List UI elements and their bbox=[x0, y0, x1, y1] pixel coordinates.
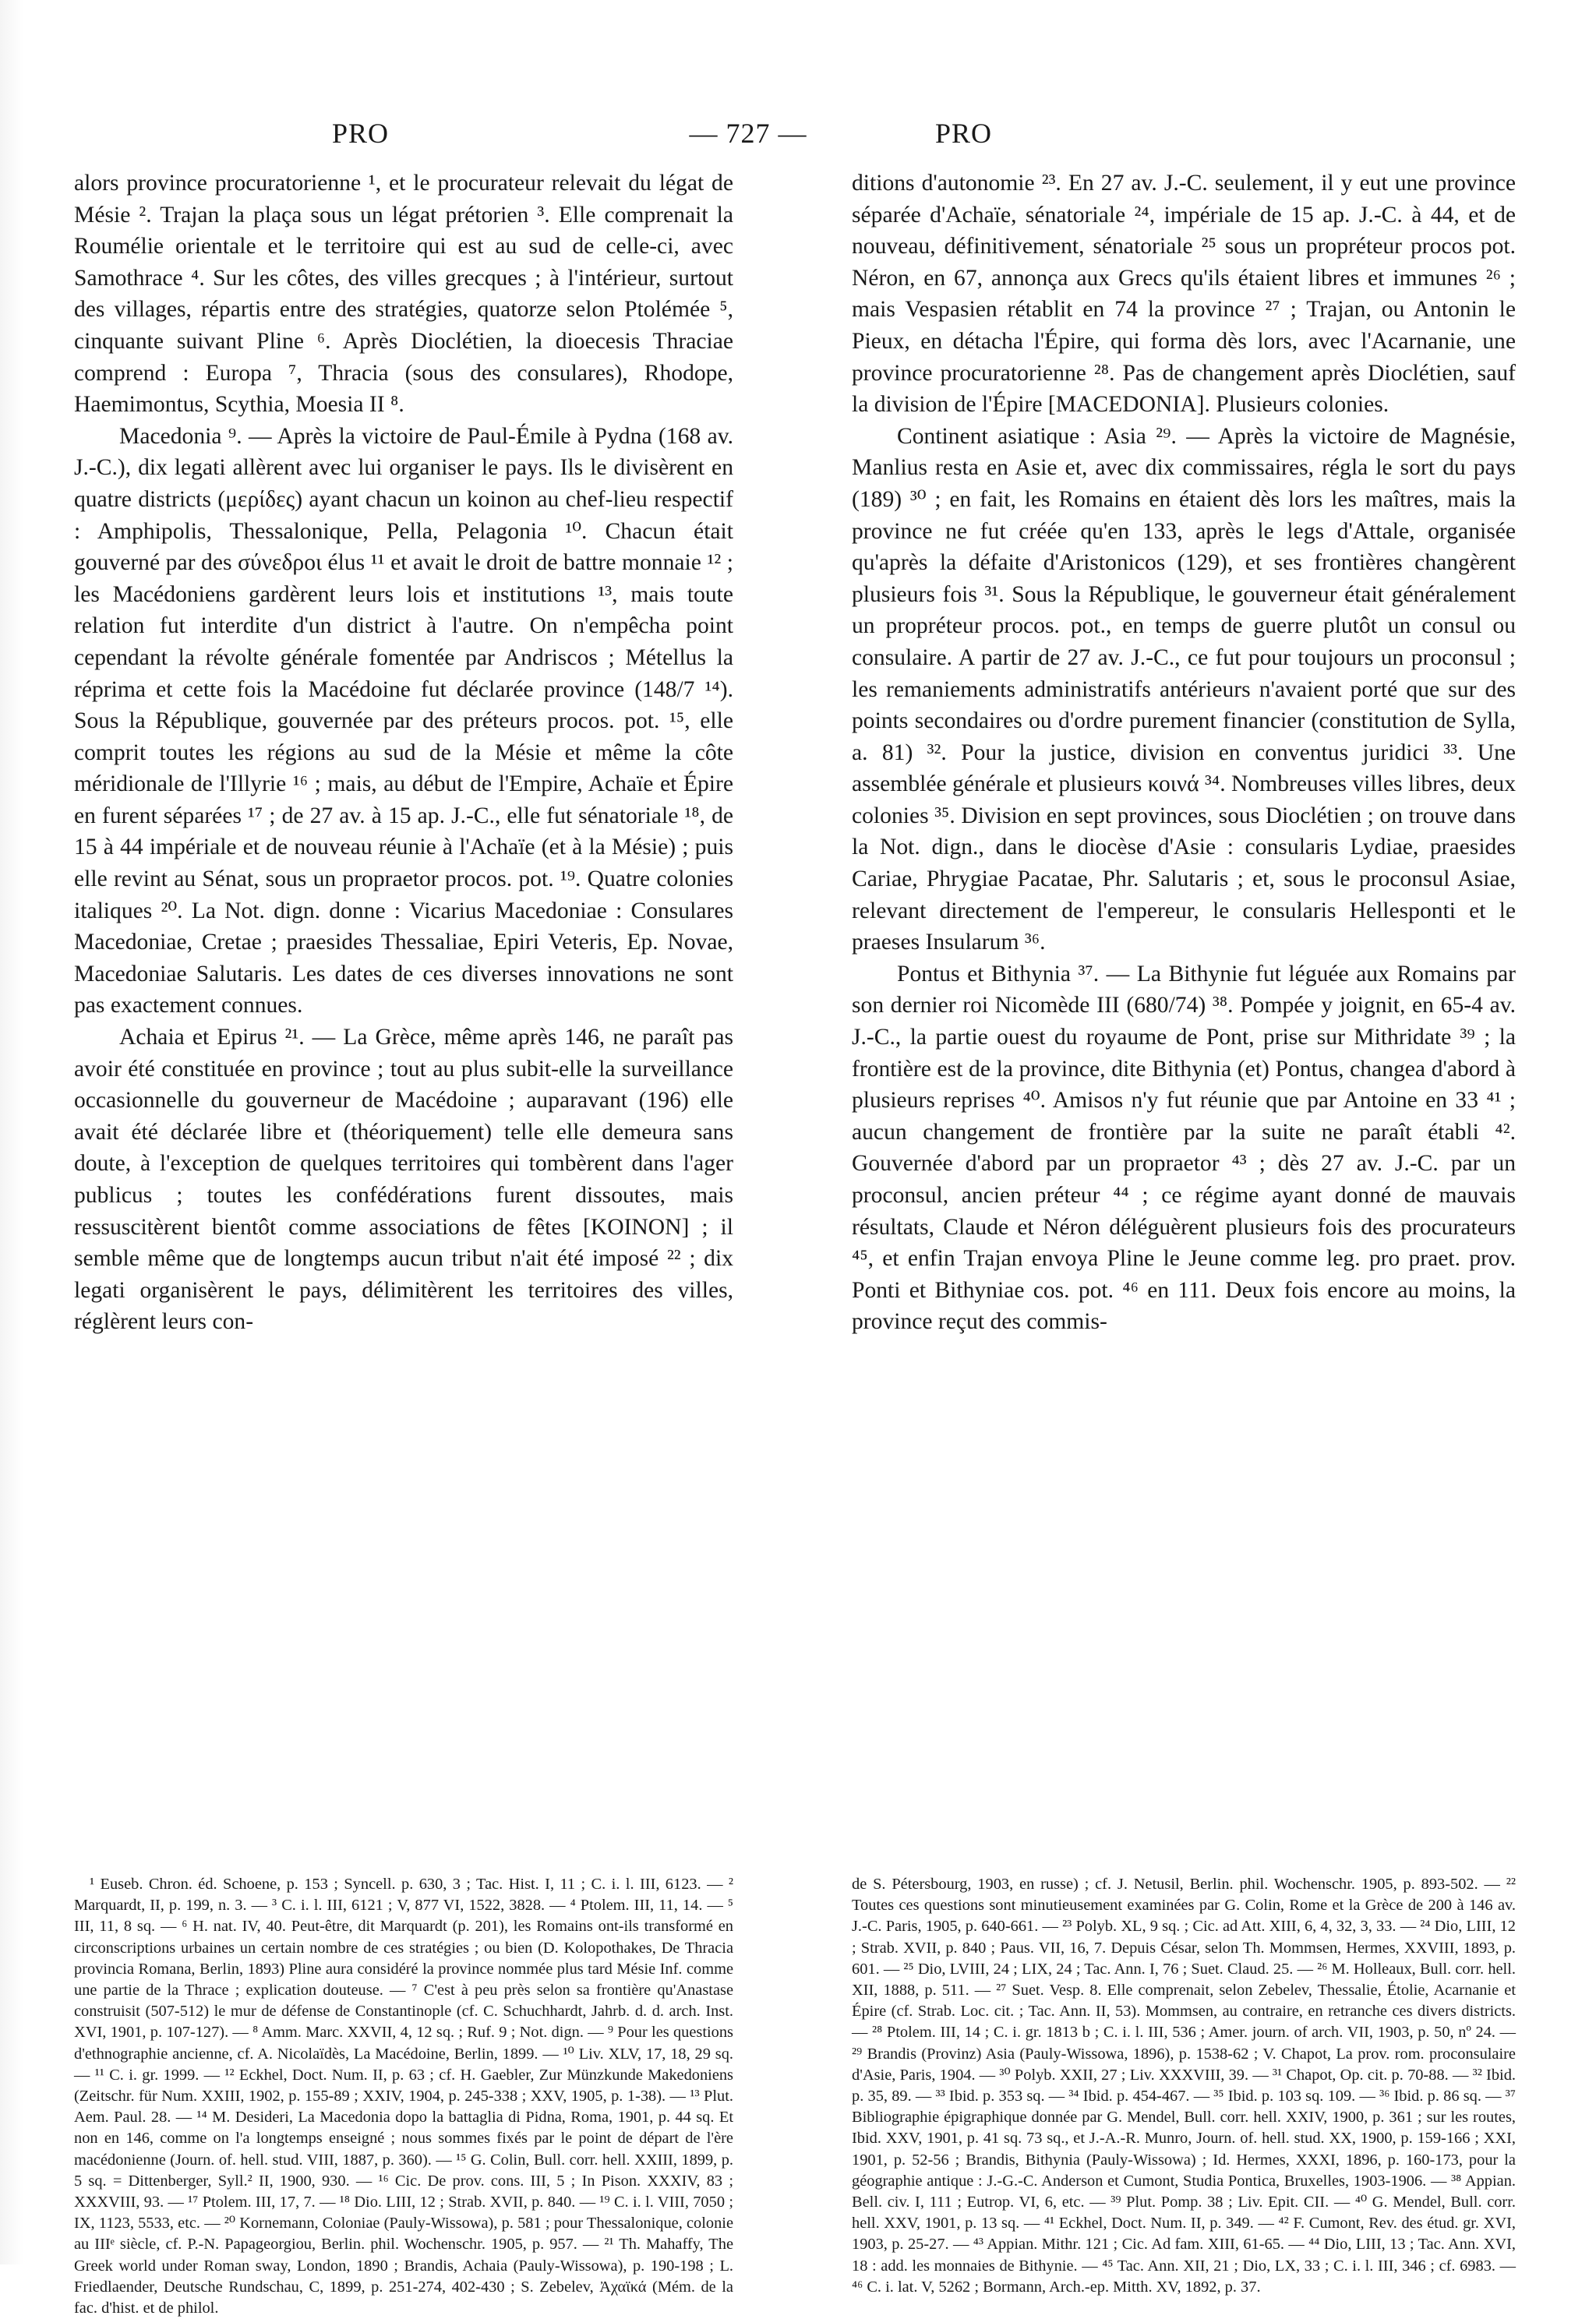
left-column bbox=[74, 168, 733, 1338]
right-column bbox=[852, 168, 1516, 1338]
paragraph-pontus-bithynia: Pontus et Bithynia ³⁷. — La Bithynie fut léguée aux Romains par son dernier roi Nicomède III (680/74) ³⁸. Pompée y joignit, en 65-4 av. J.-C., la partie ouest du royaume de Pont, prise sur Mithridate ³⁹ ; la frontière est de la province, dite Bithynia (et) Pontus, changea d'abord à plusieurs reprises ⁴⁰. Amisos n'y fut réunie que par Antoine en 33 ⁴¹ ; aucun changement de frontière par la suite ne paraît établi ⁴². Gouvernée d'abord par un propraetor ⁴³ ; dès 27 av. J.-C. par un proconsul, ancien préteur ⁴⁴ ; ce régime ayant donné de mauvais résultats, Claude et Néron déléguèrent plusieurs fois des procurateurs ⁴⁵, et enfin Trajan envoya Pline le Jeune comme leg. pro praet. prov. Ponti et Bithyniae cos. pot. ⁴⁶ en 111. Deux fois encore au moins, la province reçut des commis- bbox=[852, 961, 1516, 1335]
paragraph-achaia-continued: ditions d'autonomie ²³. En 27 av. J.-C. seulement, il y eut une province séparée d'Achaïe, sénatoriale ²⁴, impériale de 15 ap. J.-C. à 44, et de nouveau, définitivement, sénatoriale ²⁵ sous un propréteur procos pot. Néron, en 67, annonça aux Grecs qu'ils étaient libres et immunes ²⁶ ; mais Vespasien rétablit en 74 la province ²⁷ ; Trajan, ou Antonin le Pieux, en détacha l'Épire, qui forma dès lors, avec l'Acarnanie, une province procuratorienne ²⁸. Pas de changement après Dioclétien, sauf la division de l'Épire [MACEDONIA]. Plusieurs colonies. bbox=[852, 171, 1516, 418]
page-number: — 727 — bbox=[689, 118, 807, 149]
paragraph-macedonia: Macedonia ⁹. — Après la victoire de Paul-Émile à Pydna (168 av. J.-C.), dix legati allèrent avec lui organiser le pays. Ils le divisèrent en quatre districts (μερίδες) ayant chacun un koinon au chef-lieu respectif : Amphipolis, Thessalonique, Pella, Pelagonia ¹⁰. Chacun était gouverné par des σύνεδροι élus ¹¹ et avait le droit de battre monnaie ¹² ; les Macédoniens gardèrent leurs lois et institutions ¹³, mais toute relation fut interdite d'un district à l'autre. On n'empêcha point cependant la révolte générale fomentée par Andriscos ; Métellus la réprima et cette fois la Macédoine fut déclarée province (148/7 ¹⁴). Sous la République, gouvernée par des préteurs procos. pot. ¹⁵, elle comprit toutes les régions au sud de la Mésie et même la côte méridionale de l'Illyrie ¹⁶ ; mais, au début de l'Empire, Achaïe et Épire en furent séparées ¹⁷ ; de 27 av. à 15 ap. J.-C., elle fut sénatoriale ¹⁸, de 15 à 44 impériale et de nouveau réunie à l'Achaïe (et à la Mésie) ; puis elle revint au Sénat, sous un propraetor procos. pot. ¹⁹. Quatre colonies italiques ²⁰. La Not. dign. donne : Vicarius Macedoniae : Consulares Macedoniae, Cretae ; praesides Thessaliae, Epiri Veteris, Ep. Novae, Macedoniae Salutaris. Les dates de ces diverses innovations ne sont pas exactement connues. bbox=[74, 423, 733, 1018]
paragraph-achaia-epirus: Achaia et Epirus ²¹. — La Grèce, même après 146, ne paraît pas avoir été constituée en province ; tout au plus subit-elle la surveillance occasionnelle du gouverneur de Macédoine ; auparavant (196) elle avait été déclarée libre et (théoriquement) telle elle demeura sans doute, à l'exception de quelques territoires qui tombèrent dans l'ager publicus ; toutes les confédérations furent dissoutes, mais ressuscitèrent bientôt comme associations de fêtes [KOINON] ; il semble même que de longtemps aucun tribut n'ait été imposé ²² ; dix legati organisèrent le pays, délimitèrent les territoires des villes, réglèrent leurs con- bbox=[74, 1025, 733, 1335]
running-header bbox=[0, 117, 1596, 164]
footnotes-left bbox=[74, 1874, 733, 2319]
header-right-word: PRO bbox=[935, 118, 993, 149]
page-fold-shadow bbox=[0, 0, 23, 2264]
paragraph-thracia-continued: alors province procuratorienne ¹, et le procurateur relevait du légat de Mésie ². Trajan la plaça sous un légat prétorien ³. Elle comprenait la Roumélie orientale et le territoire qui est au sud de celle-ci, avec Samothrace ⁴. Sur les côtes, des villes grecques ; à l'intérieur, surtout des villages, répartis entre des stratégies, quatorze selon Ptolémée ⁵, cinquante suivant Pline ⁶. Après Dioclétien, la dioecesis Thraciae comprend : Europa ⁷, Thracia (sous des consulares), Rhodope, Haemimontus, Scythia, Moesia II ⁸. bbox=[74, 171, 733, 418]
footnote-block: ¹ Euseb. Chron. éd. Schoene, p. 153 ; Syncell. p. 630, 3 ; Tac. Hist. I, 11 ; C. i. l. III, 6123. — ² Marquardt, II, p. 199, n. 3. — ³ C. i. l. III, 6121 ; V, 877 VI, 1522, 3828. — ⁴ Ptolem. III, 11, 14. — ⁵ III, 11, 8 sq. — ⁶ H. nat. IV, 40. Peut-être, dit Marquardt (p. 201), les Romains ont-ils transformé en circonscriptions urbaines un certain nombre de ces stratégies ; ou bien (D. Kolopothakes, De Thracia provincia Romana, Berlin, 1893) Pline aura considéré la province nommée plus tard Mésie Inf. comme une partie de la Thrace ; explication douteuse. — ⁷ C'est à peu près selon sa frontière qu'Anastase construisit (507-512) le mur de défense de Constantinople (cf. C. Schuchhardt, Jahrb. d. d. arch. Inst. XVI, 1901, p. 107-127). — ⁸ Amm. Marc. XXVII, 4, 12 sq. ; Ruf. 9 ; Not. dign. — ⁹ Pour les questions d'ethnographie ancienne, cf. A. Nicolaïdès, La Macédoine, Berlin, 1899. — ¹⁰ Liv. XLV, 17, 18, 29 sq. — ¹¹ C. i. gr. 1999. — ¹² Eckhel, Doct. Num. II, p. 63 ; cf. H. Gaebler, Zur Münzkunde Makedoniens (Zeitschr. für Num. XXIII, 1902, p. 155-89 ; XXIV, 1904, p. 245-338 ; XXV, 1905, p. 1-38). — ¹³ Plut. Aem. Paul. 28. — ¹⁴ M. Desideri, La Macedonia dopo la battaglia di Pidna, Roma, 1901, p. 44 sq. Et non en 146, comme on l'a longtemps enseigné ; nous sommes fixés par le point de départ de l'ère macédonienne (Journ. of. hell. stud. VIII, 1887, p. 360). — ¹⁵ G. Colin, Bull. corr. hell. XXIII, 1899, p. 5 sq. = Dittenberger, Syll.² II, 1900, 930. — ¹⁶ Cic. De prov. cons. III, 5 ; In Pison. XXXIV, 83 ; XXXVIII, 93. — ¹⁷ Ptolem. III, 17, 7. — ¹⁸ Dio. LIII, 12 ; Strab. XVII, p. 840. — ¹⁹ C. i. l. VIII, 7050 ; IX, 1123, 5533, etc. — ²⁰ Kornemann, Coloniae (Pauly-Wissowa), p. 581 ; pour Thessalonique, colonie au IIIᵉ siècle, cf. P.-N. Papageorgiou, Berlin. phil. Wochenschr. 1905, p. 957. — ²¹ Th. Mahaffy, The Greek world under Roman sway, London, 1890 ; Brandis, Achaia (Pauly-Wissowa), p. 190-198 ; L. Friedlaender, Deutsche Rundschau, C, 1899, p. 251-274, 402-430 ; S. Zebelev, Ἀχαϊκά (Mém. de la fac. d'hist. et de philol. bbox=[74, 1876, 733, 2317]
paragraph-asia: Continent asiatique : Asia ²⁹. — Après la victoire de Magnésie, Manlius resta en Asie et, avec dix commissaires, régla le sort du pays (189) ³⁰ ; en fait, les Romains en étaient dès lors les maîtres, mais la province ne fut créée qu'en 133, après le legs d'Attale, organisée qu'après la défaite d'Aristonicos (129), et ses frontières changèrent plusieurs fois ³¹. Sous la République, le gouverneur était généralement un propréteur procos. pot., en temps de guerre plutôt un consul ou consulaire. A partir de 27 av. J.-C., ce fut pour toujours un proconsul ; les remaniements administratifs antérieurs n'avaient porté que sur des points secondaires ou d'ordre purement financier (constitution de Sylla, a. 81) ³². Pour la justice, division en conventus juridici ³³. Une assemblée générale et plusieurs κοινά ³⁴. Nombreuses villes libres, deux colonies ³⁵. Division en sept provinces, sous Dioclétien ; on trouve dans la Not. dign., dans le diocèse d'Asie : consularis Lydiae, praesides Cariae, Phrygiae Pacatae, Phr. Salutaris ; et, sous le proconsul Asiae, relevant directement de l'empereur, le consularis Hellesponti et le praeses Insularum ³⁶. bbox=[852, 423, 1516, 955]
footnote-block: de S. Pétersbourg, 1903, en russe) ; cf. J. Netusil, Berlin. phil. Wochenschr. 1905, p. 893-502. — ²² Toutes ces questions sont minutieusement examinées par G. Colin, Rome et la Grèce de 200 à 146 av. J.-C. Paris, 1905, p. 640-661. — ²³ Polyb. XL, 9 sq. ; Cic. ad Att. XIII, 6, 4, 32, 3, 33. — ²⁴ Dio, LIII, 12 ; Strab. XVII, p. 840 ; Paus. VII, 16, 7. Depuis César, selon Th. Mommsen, Hermes, XXVIII, 1893, p. 601. — ²⁵ Dio, LVIII, 24 ; LIX, 24 ; Tac. Ann. I, 76 ; Suet. Claud. 25. — ²⁶ M. Holleaux, Bull. corr. hell. XII, 1888, p. 511. — ²⁷ Suet. Vesp. 8. Elle comprenait, selon Zebelev, Thessalie, Étolie, Acarnanie et Épire (cf. Strab. Loc. cit. ; Tac. Ann. II, 53). Mommsen, au contraire, en retranche ces divers districts. — ²⁸ Ptolem. III, 14 ; C. i. gr. 1813 b ; C. i. l. III, 536 ; Amer. journ. of arch. VII, 1903, p. 50, nº 24. — ²⁹ Brandis (Provinz) Asia (Pauly-Wissowa, 1896), p. 1538-62 ; V. Chapot, La prov. rom. proconsulaire d'Asie, Paris, 1904. — ³⁰ Polyb. XXII, 27 ; Liv. XXXVIII, 39. — ³¹ Chapot, Op. cit. p. 70-88. — ³² Ibid. p. 35, 89. — ³³ Ibid. p. 353 sq. — ³⁴ Ibid. p. 454-467. — ³⁵ Ibid. p. 103 sq. 109. — ³⁶ Ibid. p. 86 sq. — ³⁷ Bibliographie épigraphique donnée par G. Mendel, Bull. corr. hell. XXIV, 1900, p. 361 ; sur les routes, Ibid. XXV, 1901, p. 41 sq. 73 sq., et J.-A.-R. Munro, Journ. of. hell. stud. XX, 1900, p. 159-166 ; XXI, 1901, p. 52-56 ; Brandis, Bithynia (Pauly-Wissowa) ; Id. Hermes, XXXI, 1896, p. 160-173, pour la géographie antique : J.-G.-C. Anderson et Cumont, Studia Pontica, Bruxelles, 1903-1906. — ³⁸ Appian. Bell. civ. I, 111 ; Eutrop. VI, 6, etc. — ³⁹ Plut. Pomp. 38 ; Liv. Epit. CII. — ⁴⁰ G. Mendel, Bull. corr. hell. XXV, 1901, p. 13 sq. — ⁴¹ Eckhel, Doct. Num. II, p. 349. — ⁴² F. Cumont, Rev. des étud. gr. XVI, 1903, p. 25-27. — ⁴³ Appian. Mithr. 121 ; Cic. Ad fam. XIII, 61-65. — ⁴⁴ Dio, LIII, 13 ; Tac. Ann. XVI, 18 : add. les monnaies de Bithynie. — ⁴⁵ Tac. Ann. XII, 21 ; Dio, LX, 33 ; C. i. l. III, 346 ; cf. 6983. — ⁴⁶ C. i. lat. V, 5262 ; Bormann, Arch.-ep. Mitth. XV, 1892, p. 37. bbox=[852, 1876, 1516, 2296]
footnotes-right bbox=[852, 1874, 1516, 2298]
header-left-word: PRO bbox=[332, 118, 390, 149]
